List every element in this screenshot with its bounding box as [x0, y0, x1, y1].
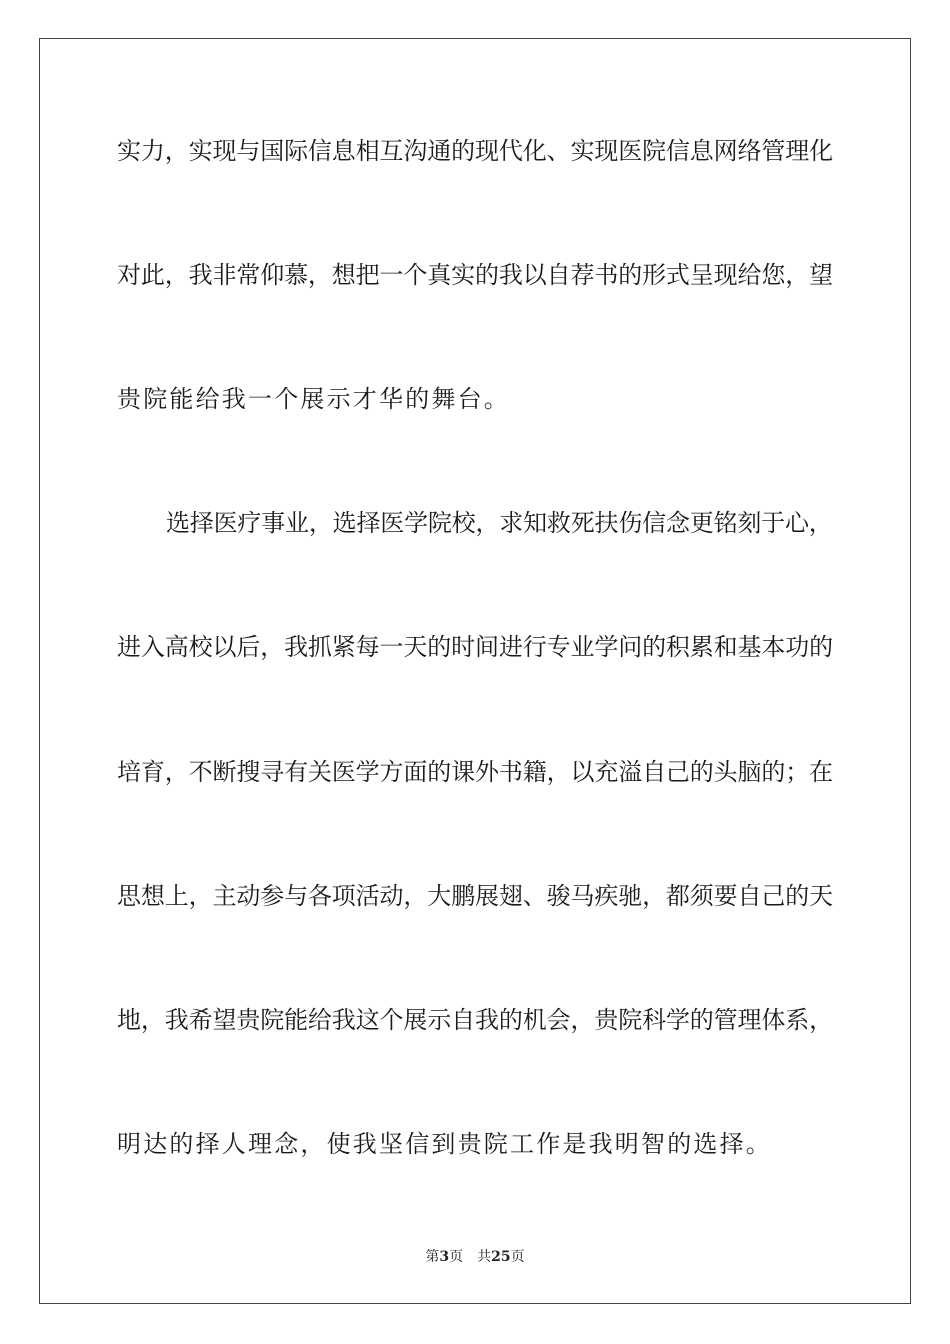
page-border — [39, 38, 911, 1304]
body-line-7: 思想上，主动参与各项活动，大鹏展翅、骏马疾驰，都须要自己的天 — [117, 882, 833, 910]
page-number: 3 — [439, 1249, 450, 1265]
body-line-8: 地，我希望贵院能给我这个展示自我的机会，贵院科学的管理体系， — [117, 1006, 833, 1034]
body-line-1: 实力，实现与国际信息相互沟通的现代化、实现医院信息网络管理化 — [117, 137, 833, 165]
body-line-3: 贵院能给我一个展示才华的舞台。 — [117, 385, 510, 413]
page-footer — [0, 1248, 950, 1266]
total-prefix: 共 — [477, 1249, 492, 1265]
body-line-4: 选择医疗事业，选择医学院校，求知救死扶伤信念更铭刻于心， — [166, 509, 833, 537]
body-line-2: 对此，我非常仰慕，想把一个真实的我以自荐书的形式呈现给您，望 — [117, 261, 833, 289]
total-suffix: 页 — [510, 1249, 525, 1265]
body-line-9: 明达的择人理念，使我坚信到贵院工作是我明智的选择。 — [117, 1130, 772, 1158]
body-line-5: 进入高校以后，我抓紧每一天的时间进行专业学问的积累和基本功的 — [117, 633, 833, 661]
page-suffix: 页 — [449, 1249, 464, 1265]
total-pages: 25 — [491, 1249, 511, 1265]
page-prefix: 第 — [425, 1249, 440, 1265]
body-line-6: 培育，不断搜寻有关医学方面的课外书籍，以充溢自己的头脑的；在 — [117, 758, 833, 786]
